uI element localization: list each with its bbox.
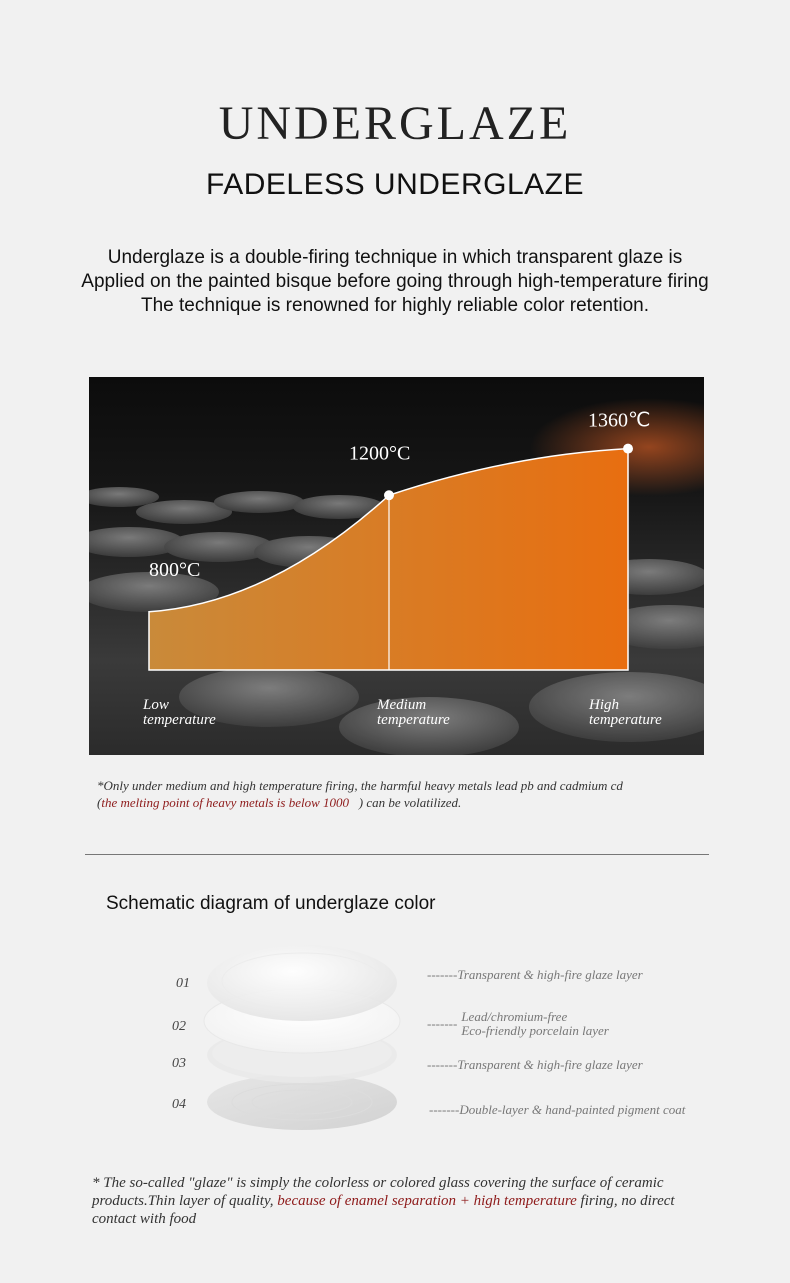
footnote2-text2: firing, no direct contact with food	[92, 1193, 675, 1227]
layer-number-01: 01	[176, 976, 190, 991]
x-label-low: Low temperature	[143, 697, 216, 728]
temperature-chart-photo	[89, 377, 704, 755]
data-point-1	[384, 490, 394, 500]
schematic-title: Schematic diagram of underglaze color	[106, 893, 436, 914]
footnote2-red: because of enamel separation + high temperature	[277, 1193, 577, 1209]
heavy-metal-footnote	[97, 777, 717, 811]
footnote1-text1: *Only under medium and high temperature firing, the harmful heavy metals lead pb and cadmium cd	[97, 778, 623, 793]
footnote1-text2: ) can be volatilized.	[358, 795, 462, 810]
temperature-chart	[89, 377, 704, 755]
point-label-0: 800°C	[149, 558, 201, 581]
point-label-2: 1360℃	[588, 409, 651, 432]
intro-line-2: Applied on the painted bisque before going through high-temperature firing	[81, 271, 709, 292]
page-subtitle: FADELESS UNDERGLAZE	[206, 168, 584, 201]
footnote2-text1: * The so-called "glaze" is simply the colorless or colored glass covering the surface of ceramic products.Thin layer of quality,	[92, 1175, 664, 1209]
layer-label-02: ------- Lead/chromium-free Eco-friendly porcelain layer	[427, 1009, 609, 1038]
intro-paragraph	[0, 246, 790, 318]
data-point-2	[623, 444, 633, 454]
layer-number-03: 03	[172, 1056, 186, 1071]
footnote1-red: the melting point of heavy metals is below 1000	[101, 795, 350, 810]
glaze-footnote	[92, 1174, 712, 1228]
footnote1-open: (	[97, 795, 102, 810]
layer-label-04: -------Double-layer & hand-painted pigment coat	[429, 1102, 686, 1117]
intro-line-1: Underglaze is a double-firing technique in which transparent glaze is	[107, 247, 683, 268]
point-label-1: 1200°C	[349, 442, 411, 465]
glaze-layers-diagram	[160, 935, 420, 1135]
layer-disc-01	[207, 945, 397, 1021]
intro-line-3: The technique is renowned for highly reliable color retention.	[140, 295, 650, 316]
x-label-high: High temperature	[589, 697, 662, 728]
layer-label-01: -------Transparent & high-fire glaze layer	[427, 967, 643, 982]
layer-number-02: 02	[172, 1019, 186, 1034]
section-divider	[85, 854, 709, 855]
layer-label-03: -------Transparent & high-fire glaze layer	[427, 1057, 643, 1072]
layer-number-04: 04	[172, 1097, 186, 1112]
x-label-medium: Medium temperature	[377, 697, 450, 728]
page-title: UNDERGLAZE	[218, 97, 572, 150]
